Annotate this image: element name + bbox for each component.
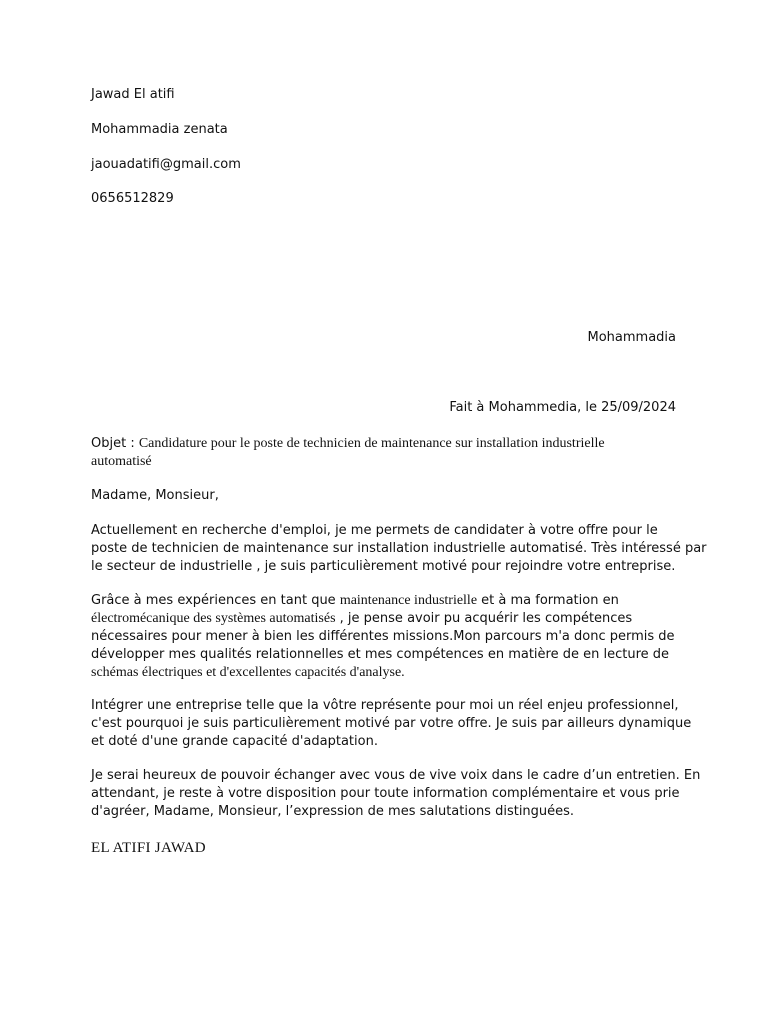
paragraph-2-text: développer mes qualités relationnelles et mes compétences en matière de en lecture de <box>91 647 670 662</box>
paragraph-2-text: schémas électriques et d'excellentes capacités d'analyse. <box>91 665 405 680</box>
subject-line-1: Candidature pour le poste de technicien de maintenance sur installation industrielle <box>138 436 605 451</box>
paragraph-4 <box>91 767 701 821</box>
paragraph-1-line: poste de technicien de maintenance sur installation industrielle automatisé. Très intéressé par <box>91 541 707 556</box>
signature: EL ATIFI JAWAD <box>91 840 206 856</box>
sender-city: Mohammadia zenata <box>91 122 228 137</box>
subject-prefix: Objet : <box>91 436 139 451</box>
date-line: Fait à Mohammedia, le 25/09/2024 <box>449 400 676 415</box>
subject <box>91 435 691 471</box>
paragraph-1-line: Actuellement en recherche d'emploi, je me permets de candidater à votre offre pour le <box>91 523 658 538</box>
paragraph-2-text: et à ma formation en <box>477 593 619 608</box>
paragraph-3-line: c'est pourquoi je suis particulièrement motivé par votre offre. Je suis par ailleurs dynamique <box>91 716 692 731</box>
paragraph-3-line: Intégrer une entreprise telle que la vôtre représente pour moi un réel enjeu professionnel, <box>91 698 679 713</box>
paragraph-4-line: d'agréer, Madame, Monsieur, l’expression de mes salutations distinguées. <box>91 804 575 819</box>
paragraph-2-text: électromécanique des systèmes automatisés <box>91 611 336 626</box>
paragraph-1-line: le secteur de industrielle , je suis particulièrement motivé pour rejoindre votre entreprise. <box>91 559 676 574</box>
paragraph-2-text: maintenance industrielle <box>339 593 478 608</box>
paragraph-2 <box>91 592 691 682</box>
paragraph-1 <box>91 522 707 576</box>
paragraph-2-text: Grâce à mes expériences en tant que <box>91 593 340 608</box>
recipient-city: Mohammadia <box>587 330 676 345</box>
paragraph-4-line: Je serai heureux de pouvoir échanger avec vous de vive voix dans le cadre d’un entretien. En <box>91 768 701 783</box>
paragraph-4-line: attendant, je reste à votre disposition pour toute information complémentaire et vous prie <box>91 786 680 801</box>
paragraph-3 <box>91 697 691 751</box>
subject-line-2: automatisé <box>91 454 152 469</box>
paragraph-2-text: nécessaires pour mener à bien les différentes missions.Mon parcours m'a donc permis de <box>91 629 675 644</box>
sender-name: Jawad El atifi <box>91 87 175 102</box>
salutation: Madame, Monsieur, <box>91 488 219 503</box>
paragraph-3-line: et doté d'une grande capacité d'adaptation. <box>91 734 378 749</box>
sender-phone: 0656512829 <box>91 191 174 206</box>
paragraph-2-text: , je pense avoir pu acquérir les compétences <box>335 611 633 626</box>
sender-email: jaouadatifi@gmail.com <box>91 157 241 172</box>
